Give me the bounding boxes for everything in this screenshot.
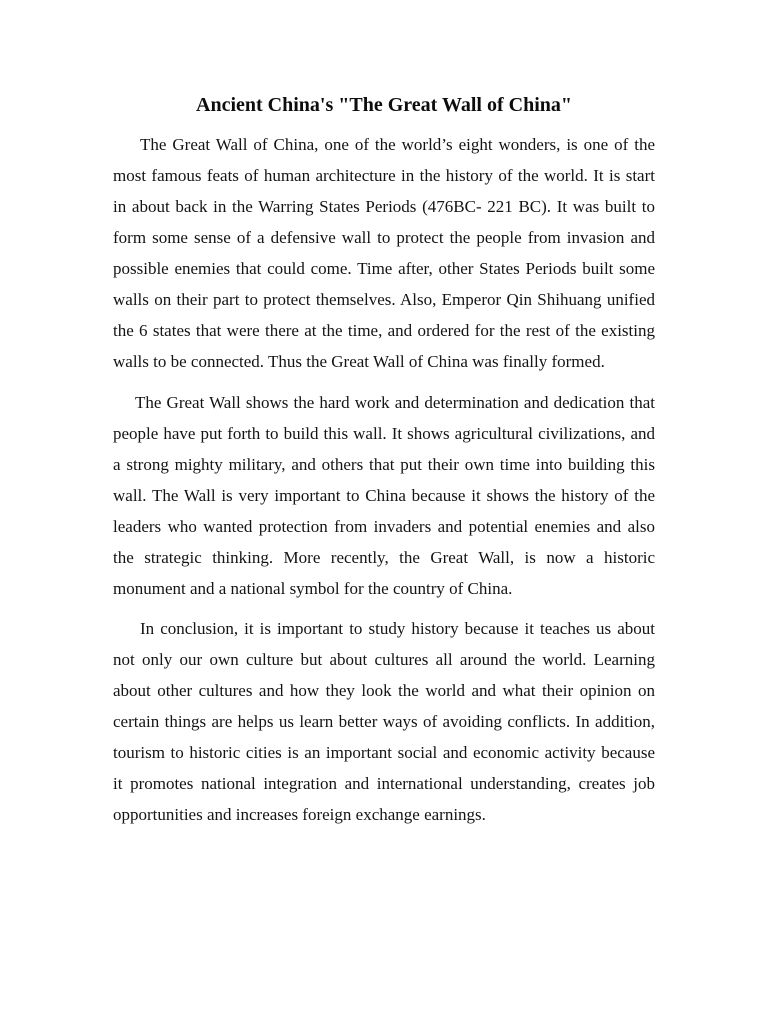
paragraph-line: monument and a national symbol for the country of China. [113, 579, 513, 599]
paragraph-line: The Great Wall shows the hard work and determination and dedication that [135, 392, 655, 412]
paragraph-line: the 6 states that were there at the time, and ordered for the rest of the existing [113, 321, 655, 341]
paragraph-line: form some sense of a defensive wall to protect the people from invasion and [113, 227, 655, 247]
paragraph-line: it promotes national integration and international understanding, creates job [113, 774, 655, 794]
paragraph-line: people have put forth to build this wall. It shows agricultural civilizations, and [113, 423, 655, 443]
paragraph-line: tourism to historic cities is an important social and economic activity because [113, 743, 655, 763]
document-title: Ancient China's "The Great Wall of China" [196, 93, 572, 116]
paragraph-line: the strategic thinking. More recently, the Great Wall, is now a historic [113, 548, 655, 568]
paragraph-line: opportunities and increases foreign exchange earnings. [113, 805, 486, 825]
paragraph-line: In conclusion, it is important to study history because it teaches us about [140, 618, 655, 638]
paragraph-line: wall. The Wall is very important to China because it shows the history of the [113, 486, 655, 506]
paragraph-1 [113, 129, 655, 378]
paragraph-2 [113, 387, 655, 605]
paragraph-3 [113, 613, 655, 831]
paragraph-line: walls to be connected. Thus the Great Wall of China was finally formed. [113, 352, 605, 372]
document-page [113, 90, 655, 831]
paragraph-line: in about back in the Warring States Periods (476BC- 221 BC). It was built to [113, 196, 655, 216]
paragraph-line: a strong mighty military, and others that put their own time into building this [113, 454, 655, 474]
paragraph-line: walls on their part to protect themselves. Also, Emperor Qin Shihuang unified [113, 290, 655, 310]
paragraph-line: most famous feats of human architecture in the history of the world. It is start [113, 165, 655, 185]
paragraph-line: certain things are helps us learn better ways of avoiding conflicts. In addition, [113, 712, 655, 732]
paragraph-line: The Great Wall of China, one of the world’s eight wonders, is one of the [140, 134, 655, 154]
paragraph-line: possible enemies that could come. Time after, other States Periods built some [113, 259, 655, 279]
paragraph-line: not only our own culture but about cultures all around the world. Learning [113, 649, 655, 669]
paragraph-line: about other cultures and how they look the world and what their opinion on [113, 680, 655, 700]
paragraph-line: leaders who wanted protection from invaders and potential enemies and also [113, 517, 655, 537]
